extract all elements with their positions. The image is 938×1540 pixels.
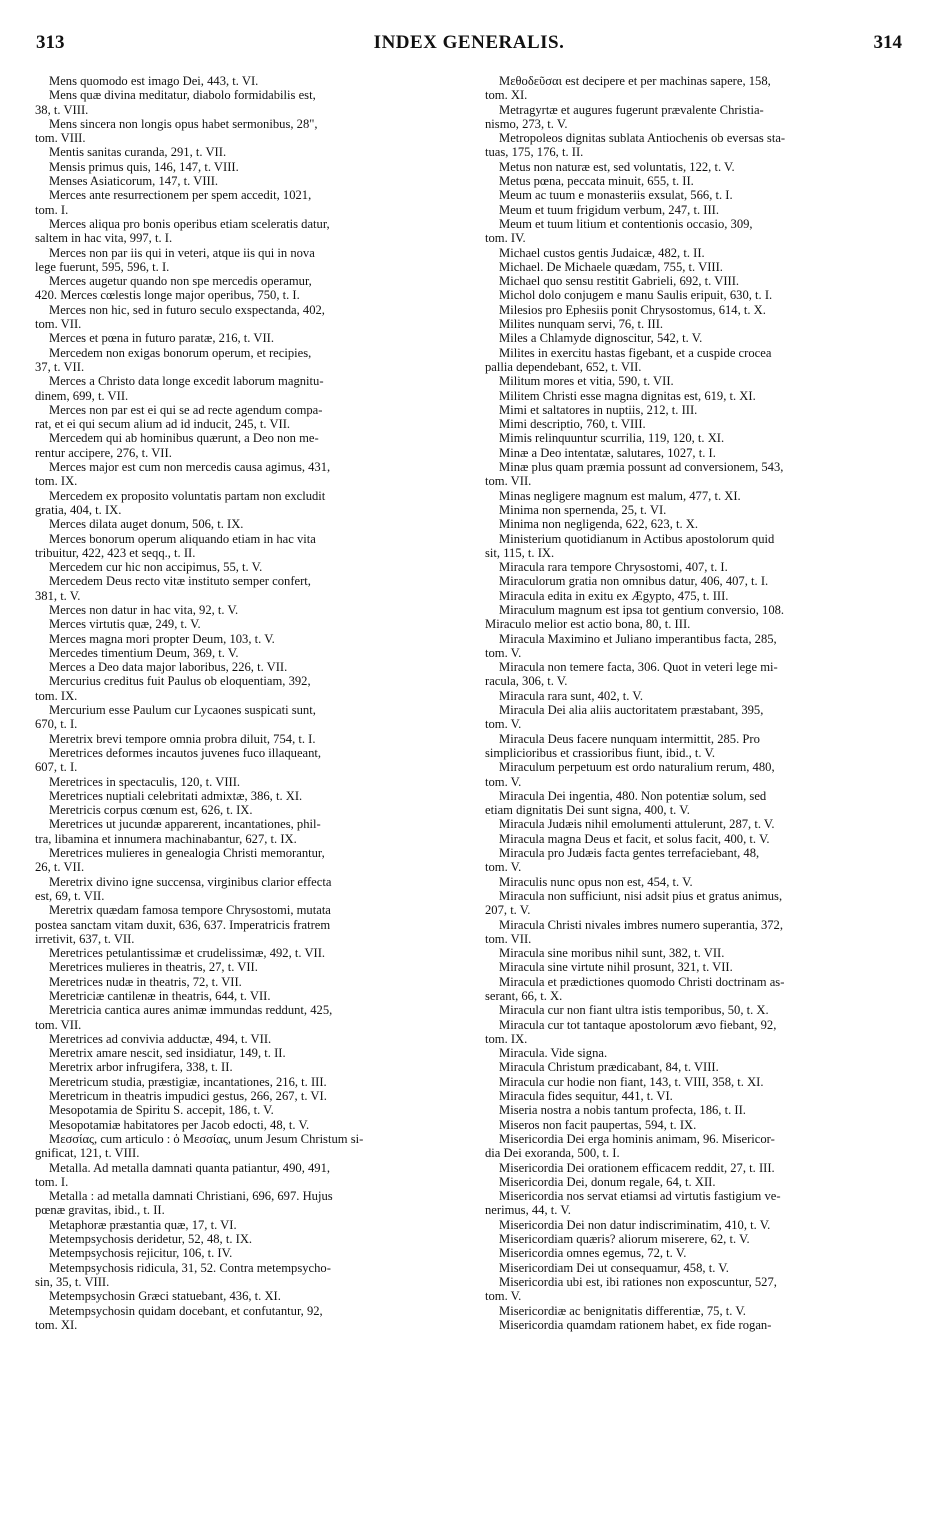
index-line: Miraculorum gratia non omnibus datur, 406, 407, t. I.: [499, 574, 769, 589]
index-line: Militem Christi esse magna dignitas est, 619, t. XI.: [499, 388, 756, 403]
index-line: 207, t. V.: [485, 903, 531, 918]
index-line: Militum mores et vitia, 590, t. VII.: [499, 374, 674, 389]
index-line: tom. V.: [485, 1289, 522, 1304]
index-line: pœnæ gravitas, ibid., t. II.: [35, 1203, 165, 1218]
index-line: tom. I.: [35, 1174, 69, 1189]
index-line: tom. IV.: [485, 231, 526, 246]
index-line: Meretrices petulantissimæ et crudelissimæ, 492, t. VII.: [49, 946, 326, 961]
index-line: nismo, 273, t. V.: [485, 116, 568, 131]
index-line: Miraculo melior est actio bona, 80, t. III.: [485, 617, 691, 632]
index-line: tom. VII.: [485, 474, 532, 489]
index-line: Misericordiæ ac benignitatis differentiæ, 75, t. V.: [499, 1303, 746, 1318]
index-line: Miracula pro Judæis facta gentes terrefaciebant, 48,: [499, 846, 760, 861]
index-line: Misericordia Dei orationem efficacem reddit, 27, t. III.: [499, 1160, 775, 1175]
index-line: Miracula magna Deus et facit, et solus facit, 400, t. V.: [499, 831, 770, 846]
index-line: Mercedes timentium Deum, 369, t. V.: [49, 645, 239, 660]
index-line: Mercedem Deus recto vitæ instituto semper confert,: [49, 574, 311, 589]
index-line: Metropoleos dignitas sublata Antiochenis ob eversas sta-: [499, 131, 786, 146]
index-line: Miles a Chlamyde dignoscitur, 542, t. V.: [499, 331, 703, 346]
index-line: etiam dignitatis Dei sunt signa, 400, t. V.: [485, 803, 690, 818]
index-line: Meretrix divino igne succensa, virginibus clarior effecta: [49, 874, 332, 889]
index-line: Metragyrtæ et augures fugerunt prævalente Christia-: [499, 102, 764, 117]
index-line: tom. VII.: [485, 931, 532, 946]
index-line: Michael quo sensu restitit Gabrieli, 692, t. VIII.: [499, 274, 740, 289]
index-line: Michael. De Michaele quædam, 755, t. VIII.: [499, 259, 723, 274]
index-line: Michol dolo conjugem e manu Saulis eripuit, 630, t. I.: [499, 288, 773, 303]
index-line: Miracula Judæis nihil emolumenti attulerunt, 287, t. V.: [499, 817, 775, 832]
index-line: Mensis primus quis, 146, 147, t. VIII.: [49, 159, 239, 174]
index-line: Meretriciæ cantilenæ in theatris, 644, t. VII.: [49, 989, 271, 1003]
index-line: Mesopotamia de Spiritu S. accepit, 186, t. V.: [49, 1103, 274, 1118]
index-line: Merces aliqua pro bonis operibus etiam sceleratis datur,: [49, 216, 330, 231]
index-line: sit, 115, t. IX.: [485, 545, 555, 560]
index-line: Miracula sine virtute nihil prosunt, 321, t. VII.: [499, 960, 733, 975]
index-line: tom. IX.: [35, 688, 78, 703]
index-line: tom. V.: [485, 860, 522, 875]
index-line: Mercurius creditus fuit Paulus ob eloquentiam, 392,: [49, 674, 311, 689]
index-line: Metempsychosis deridetur, 52, 48, t. IX.: [49, 1232, 253, 1247]
index-line: Merces augetur quando non spe mercedis operamur,: [49, 274, 312, 289]
left-index-column: [35, 74, 460, 1332]
index-line: Meretrices deformes incautos juvenes fuco illaqueant,: [49, 745, 322, 760]
index-line: Merces ante resurrectionem per spem accedit, 1021,: [49, 188, 312, 203]
index-line: Merces a Christo data longe excedit laborum magnitu-: [49, 374, 324, 389]
index-line: Mentis sanitas curanda, 291, t. VII.: [49, 145, 227, 160]
index-line: Miseros non facit paupertas, 594, t. IX.: [499, 1117, 697, 1132]
index-line: Miracula non sufficiunt, nisi adsit pius et gratus animus,: [499, 888, 783, 903]
index-line: Meretrix amare nescit, sed insidiatur, 149, t. II.: [49, 1046, 286, 1061]
index-line: Mercedem qui ab hominibus quærunt, a Deo non me-: [49, 431, 319, 446]
index-line: tom. XI.: [35, 1317, 78, 1332]
index-line: tra, libamina et innumera machinabantur, 627, t. IX.: [35, 831, 297, 846]
page-header: [36, 32, 902, 54]
index-line: Misericordiam Dei ut consequamur, 458, t. V.: [499, 1260, 729, 1275]
index-line: saltem in hac vita, 997, t. I.: [35, 231, 173, 246]
index-line: Ministerium quotidianum in Actibus apostolorum quid: [499, 531, 775, 546]
index-line: Metaphoræ præstantia quæ, 17, t. VI.: [49, 1217, 237, 1232]
index-line: Miracula cur hodie non fiant, 143, t. VIII, 358, t. XI.: [499, 1074, 764, 1089]
index-line: Misericordia ubi est, ibi rationes non exposcuntur, 527,: [499, 1274, 777, 1289]
right-index-column: [485, 74, 903, 1332]
page-number-left: 313: [36, 32, 65, 53]
index-line: Mens sincera non longis opus habet sermonibus, 28",: [49, 116, 318, 131]
index-line: lege fuerunt, 595, 596, t. I.: [35, 259, 170, 274]
index-line: Milites nunquam servi, 76, t. III.: [499, 317, 664, 332]
index-line: tom. V.: [485, 717, 522, 732]
index-line: nerimus, 44, t. V.: [485, 1203, 571, 1218]
index-line: Metalla : ad metalla damnati Christiani, 696, 697. Hujus: [49, 1189, 333, 1204]
index-line: Meretrices in spectaculis, 120, t. VIII.: [49, 774, 241, 789]
index-line: Meretricia cantica aures animæ immundas reddunt, 425,: [49, 1003, 333, 1018]
index-line: Merces non hic, sed in futuro seculo exspectanda, 402,: [49, 302, 325, 317]
index-line: Miracula Deus facere nunquam intermittit, 285. Pro: [499, 731, 760, 746]
index-line: Merces dilata auget donum, 506, t. IX.: [49, 517, 244, 532]
index-line: Mimi et saltatores in nuptiis, 212, t. III.: [499, 402, 698, 417]
index-line: Miracula sine moribus nihil sunt, 382, t. VII.: [499, 946, 725, 961]
index-line: Miracula Christum prædicabant, 84, t. VIII.: [499, 1060, 719, 1075]
index-line: Metalla. Ad metalla damnati quanta patiantur, 490, 491,: [49, 1160, 331, 1175]
index-line: 37, t. VII.: [35, 359, 85, 374]
index-line: 670, t. I.: [35, 717, 78, 732]
index-line: Meretrices nudæ in theatris, 72, t. VII.: [49, 974, 242, 989]
index-line: Miseria nostra a nobis tantum profecta, 186, t. II.: [499, 1103, 746, 1118]
index-line: Miracula cur tot tantaque apostolorum ævo fiebant, 92,: [499, 1017, 777, 1032]
index-line: Misericordia Dei non datur indiscriminatim, 410, t. V.: [499, 1217, 771, 1232]
index-line: Meretrices nuptiali celebritati admixtæ, 386, t. XI.: [49, 788, 303, 803]
index-line: Mesopotamiæ habitatores per Jacob edocti, 48, t. V.: [49, 1117, 310, 1132]
index-line: tuas, 175, 176, t. II.: [485, 145, 584, 160]
index-line: Misericordia Dei, donum regale, 64, t. XII.: [499, 1174, 716, 1189]
index-line: Minæ a Deo intentatæ, salutares, 1027, t. I.: [499, 445, 716, 460]
index-line: Minæ plus quam præmia possunt ad conversionem, 543,: [499, 460, 784, 475]
index-line: Miracula rara tempore Chrysostomi, 407, t. I.: [499, 560, 728, 575]
index-line: Meretrix quædam famosa tempore Chrysostomi, mutata: [49, 903, 331, 918]
index-line: Merces et pœna in futuro paratæ, 216, t. VII.: [49, 331, 274, 346]
index-line: Metempsychosis rejicitur, 106, t. IV.: [49, 1246, 233, 1261]
index-line: Misericordiam quæris? aliorum miserere, 62, t. V.: [499, 1232, 750, 1247]
index-line: Miraculum magnum est ipsa tot gentium conversio, 108.: [499, 602, 785, 617]
index-line: Miracula non temere facta, 306. Quot in veteri lege mi-: [499, 660, 778, 675]
index-line: Meretrices mulieres in theatris, 27, t. VII.: [49, 960, 258, 975]
index-line: Merces a Deo data major laboribus, 226, t. VII.: [49, 660, 288, 675]
index-line: Miraculis nunc opus non est, 454, t. V.: [499, 874, 693, 889]
index-line: Metempsychosin quidam docebant, et confutantur, 92,: [49, 1303, 323, 1318]
index-line: tom. I.: [35, 202, 69, 217]
index-line: Miraculum perpetuum est ordo naturalium rerum, 480,: [499, 760, 775, 775]
index-line: Mercedem cur hic non accipimus, 55, t. V.: [49, 560, 263, 575]
index-line: Merces non par est ei qui se ad recte agendum compa-: [49, 402, 323, 417]
index-line: Miracula et prædictiones quomodo Christi doctrinam as-: [499, 974, 785, 989]
index-line: sin, 35, t. VIII.: [35, 1274, 110, 1289]
index-line: Mimis relinquuntur scurrilia, 119, 120, t. XI.: [499, 431, 725, 446]
index-line: Meretricis corpus cœnum est, 626, t. IX.: [49, 803, 253, 818]
index-line: gnificat, 121, t. VIII.: [35, 1146, 140, 1161]
index-line: Meum et tuum litium et contentionis occasio, 309,: [499, 216, 753, 231]
index-line: Menses Asiaticorum, 147, t. VIII.: [49, 174, 219, 189]
index-line: Miracula edita in exitu ex Ægypto, 475, t. III.: [499, 588, 729, 603]
index-line: tom. XI.: [485, 88, 528, 103]
index-line: Μεσσίας, cum articulo : ὁ Μεσσίας, unum Jesum Christum si-: [49, 1131, 364, 1146]
index-line: Metempsychosis ridicula, 31, 52. Contra metempsycho-: [49, 1260, 331, 1275]
index-line: Miracula rara sunt, 402, t. V.: [499, 688, 643, 703]
index-line: racula, 306, t. V.: [485, 674, 568, 689]
index-line: Misericordia nos servat etiamsi ad virtutis fastigium ve-: [499, 1189, 781, 1204]
index-line: Minima non negligenda, 622, 623, t. X.: [499, 517, 699, 532]
index-line: Misericordia omnes egemus, 72, t. V.: [499, 1246, 687, 1261]
index-line: dia Dei exoranda, 500, t. I.: [485, 1146, 620, 1161]
running-title: INDEX GENERALIS.: [373, 32, 565, 53]
index-line: 420. Merces cœlestis longe major operibus, 750, t. I.: [35, 288, 300, 303]
index-line: Mercedem ex proposito voluntatis partam non excludit: [49, 488, 326, 503]
index-line: Meretrix arbor infrugifera, 338, t. II.: [49, 1060, 233, 1075]
index-line: est, 69, t. VII.: [35, 888, 105, 903]
index-line: simplicioribus et crassioribus fiunt, ibid., t. V.: [485, 745, 716, 760]
index-line: tom. V.: [485, 774, 522, 789]
index-line: pallia dependebant, 652, t. VII.: [485, 359, 642, 374]
index-line: irretivit, 637, t. VII.: [35, 931, 135, 946]
index-line: Miracula Christi nivales imbres numero superantia, 372,: [499, 917, 783, 932]
index-line: Milites in exercitu hastas figebant, et a cuspide crocea: [499, 345, 772, 360]
index-line: 38, t. VIII.: [35, 102, 89, 117]
index-line: 381, t. V.: [35, 588, 81, 603]
index-line: Mercurium esse Paulum cur Lycaones suspicati sunt,: [49, 703, 316, 718]
index-line: Misericordia quamdam rationem habet, ex fide rogan-: [499, 1317, 772, 1332]
index-line: Merces major est cum non mercedis causa agimus, 431,: [49, 460, 331, 475]
index-line: Metus non naturæ est, sed voluntatis, 122, t. V.: [499, 159, 735, 174]
index-line: 26, t. VII.: [35, 860, 85, 875]
index-line: tom. IX.: [35, 474, 78, 489]
index-line: Miracula cur non fiant ultra istis temporibus, 50, t. X.: [499, 1003, 769, 1018]
index-line: Miracula Dei ingentia, 480. Non potentiæ solum, sed: [499, 788, 767, 803]
page-number-right: 314: [873, 32, 902, 53]
index-line: Metempsychosin Græci statuebant, 436, t. XI.: [49, 1289, 281, 1304]
index-line: Metus pœna, peccata minuit, 655, t. II.: [499, 174, 694, 189]
index-line: Meretricum studia, præstigiæ, incantationes, 216, t. III.: [49, 1074, 327, 1089]
index-line: Mens quæ divina meditatur, diabolo formidabilis est,: [49, 88, 316, 103]
index-line: tom. VII.: [35, 317, 82, 332]
index-line: Minas negligere magnum est malum, 477, t. XI.: [499, 488, 741, 503]
index-line: Meretricum in theatris impudici gestus, 266, 267, t. VI.: [49, 1089, 327, 1104]
index-line: Misericordia Dei erga hominis animam, 96. Misericor-: [499, 1131, 775, 1146]
index-line: Merces non datur in hac vita, 92, t. V.: [49, 602, 239, 617]
index-line: Mercedem non exigas bonorum operum, et recipies,: [49, 345, 312, 360]
index-line: Meretrix brevi tempore omnia probra diluit, 754, t. I.: [49, 731, 316, 746]
index-line: tribuitur, 422, 423 et seqq., t. II.: [35, 545, 196, 560]
index-line: Merces bonorum operum aliquando etiam in hac vita: [49, 531, 316, 546]
index-line: dinem, 699, t. VII.: [35, 388, 129, 403]
index-line: rat, et ei qui secum alium ad id inducit, 245, t. VII.: [35, 417, 291, 432]
index-line: Minima non spernenda, 25, t. VI.: [499, 502, 667, 517]
index-line: Miracula Dei alia aliis auctoritatem præstabant, 395,: [499, 703, 764, 718]
index-line: rentur accipere, 276, t. VII.: [35, 445, 172, 460]
index-line: postea sanctam vitam duxit, 636, 637. Imperatricis fratrem: [35, 917, 331, 932]
index-line: tom. VIII.: [35, 131, 86, 146]
index-line: Meretrices mulieres in genealogia Christi memorantur,: [49, 846, 325, 861]
index-line: serant, 66, t. X.: [485, 989, 563, 1003]
index-line: Miracula Maximino et Juliano imperantibus facta, 285,: [499, 631, 777, 646]
index-line: Merces magna mori propter Deum, 103, t. V.: [49, 631, 275, 646]
index-line: Mimi descriptio, 760, t. VIII.: [499, 417, 646, 432]
index-line: Meum ac tuum e monasteriis exsulat, 566, t. I.: [499, 188, 733, 203]
index-line: Mens quomodo est imago Dei, 443, t. VI.: [49, 74, 259, 88]
index-line: Milesios pro Ephesiis ponit Chrysostomus, 614, t. X.: [499, 302, 766, 317]
index-line: Merces virtutis quæ, 249, t. V.: [49, 617, 201, 632]
index-line: Meretrices ut jucundæ apparerent, incantationes, phil-: [49, 817, 321, 832]
index-line: Meretrices ad convivia adductæ, 494, t. VII.: [49, 1031, 272, 1046]
index-line: tom. V.: [485, 645, 522, 660]
index-line: 607, t. I.: [35, 760, 78, 775]
index-line: tom. IX.: [485, 1031, 528, 1046]
index-line: gratia, 404, t. IX.: [35, 502, 122, 517]
index-line: Μεθοδεῦσαι est decipere et per machinas sapere, 158,: [499, 74, 771, 88]
index-line: Michael custos gentis Judaicæ, 482, t. II.: [499, 245, 705, 260]
index-line: tom. VII.: [35, 1017, 82, 1032]
index-line: Merces non par iis qui in veteri, atque iis qui in nova: [49, 245, 315, 260]
index-line: Miracula. Vide signa.: [499, 1046, 608, 1061]
index-line: Meum et tuum frigidum verbum, 247, t. III.: [499, 202, 720, 217]
index-line: Miracula fides sequitur, 441, t. VI.: [499, 1089, 673, 1104]
